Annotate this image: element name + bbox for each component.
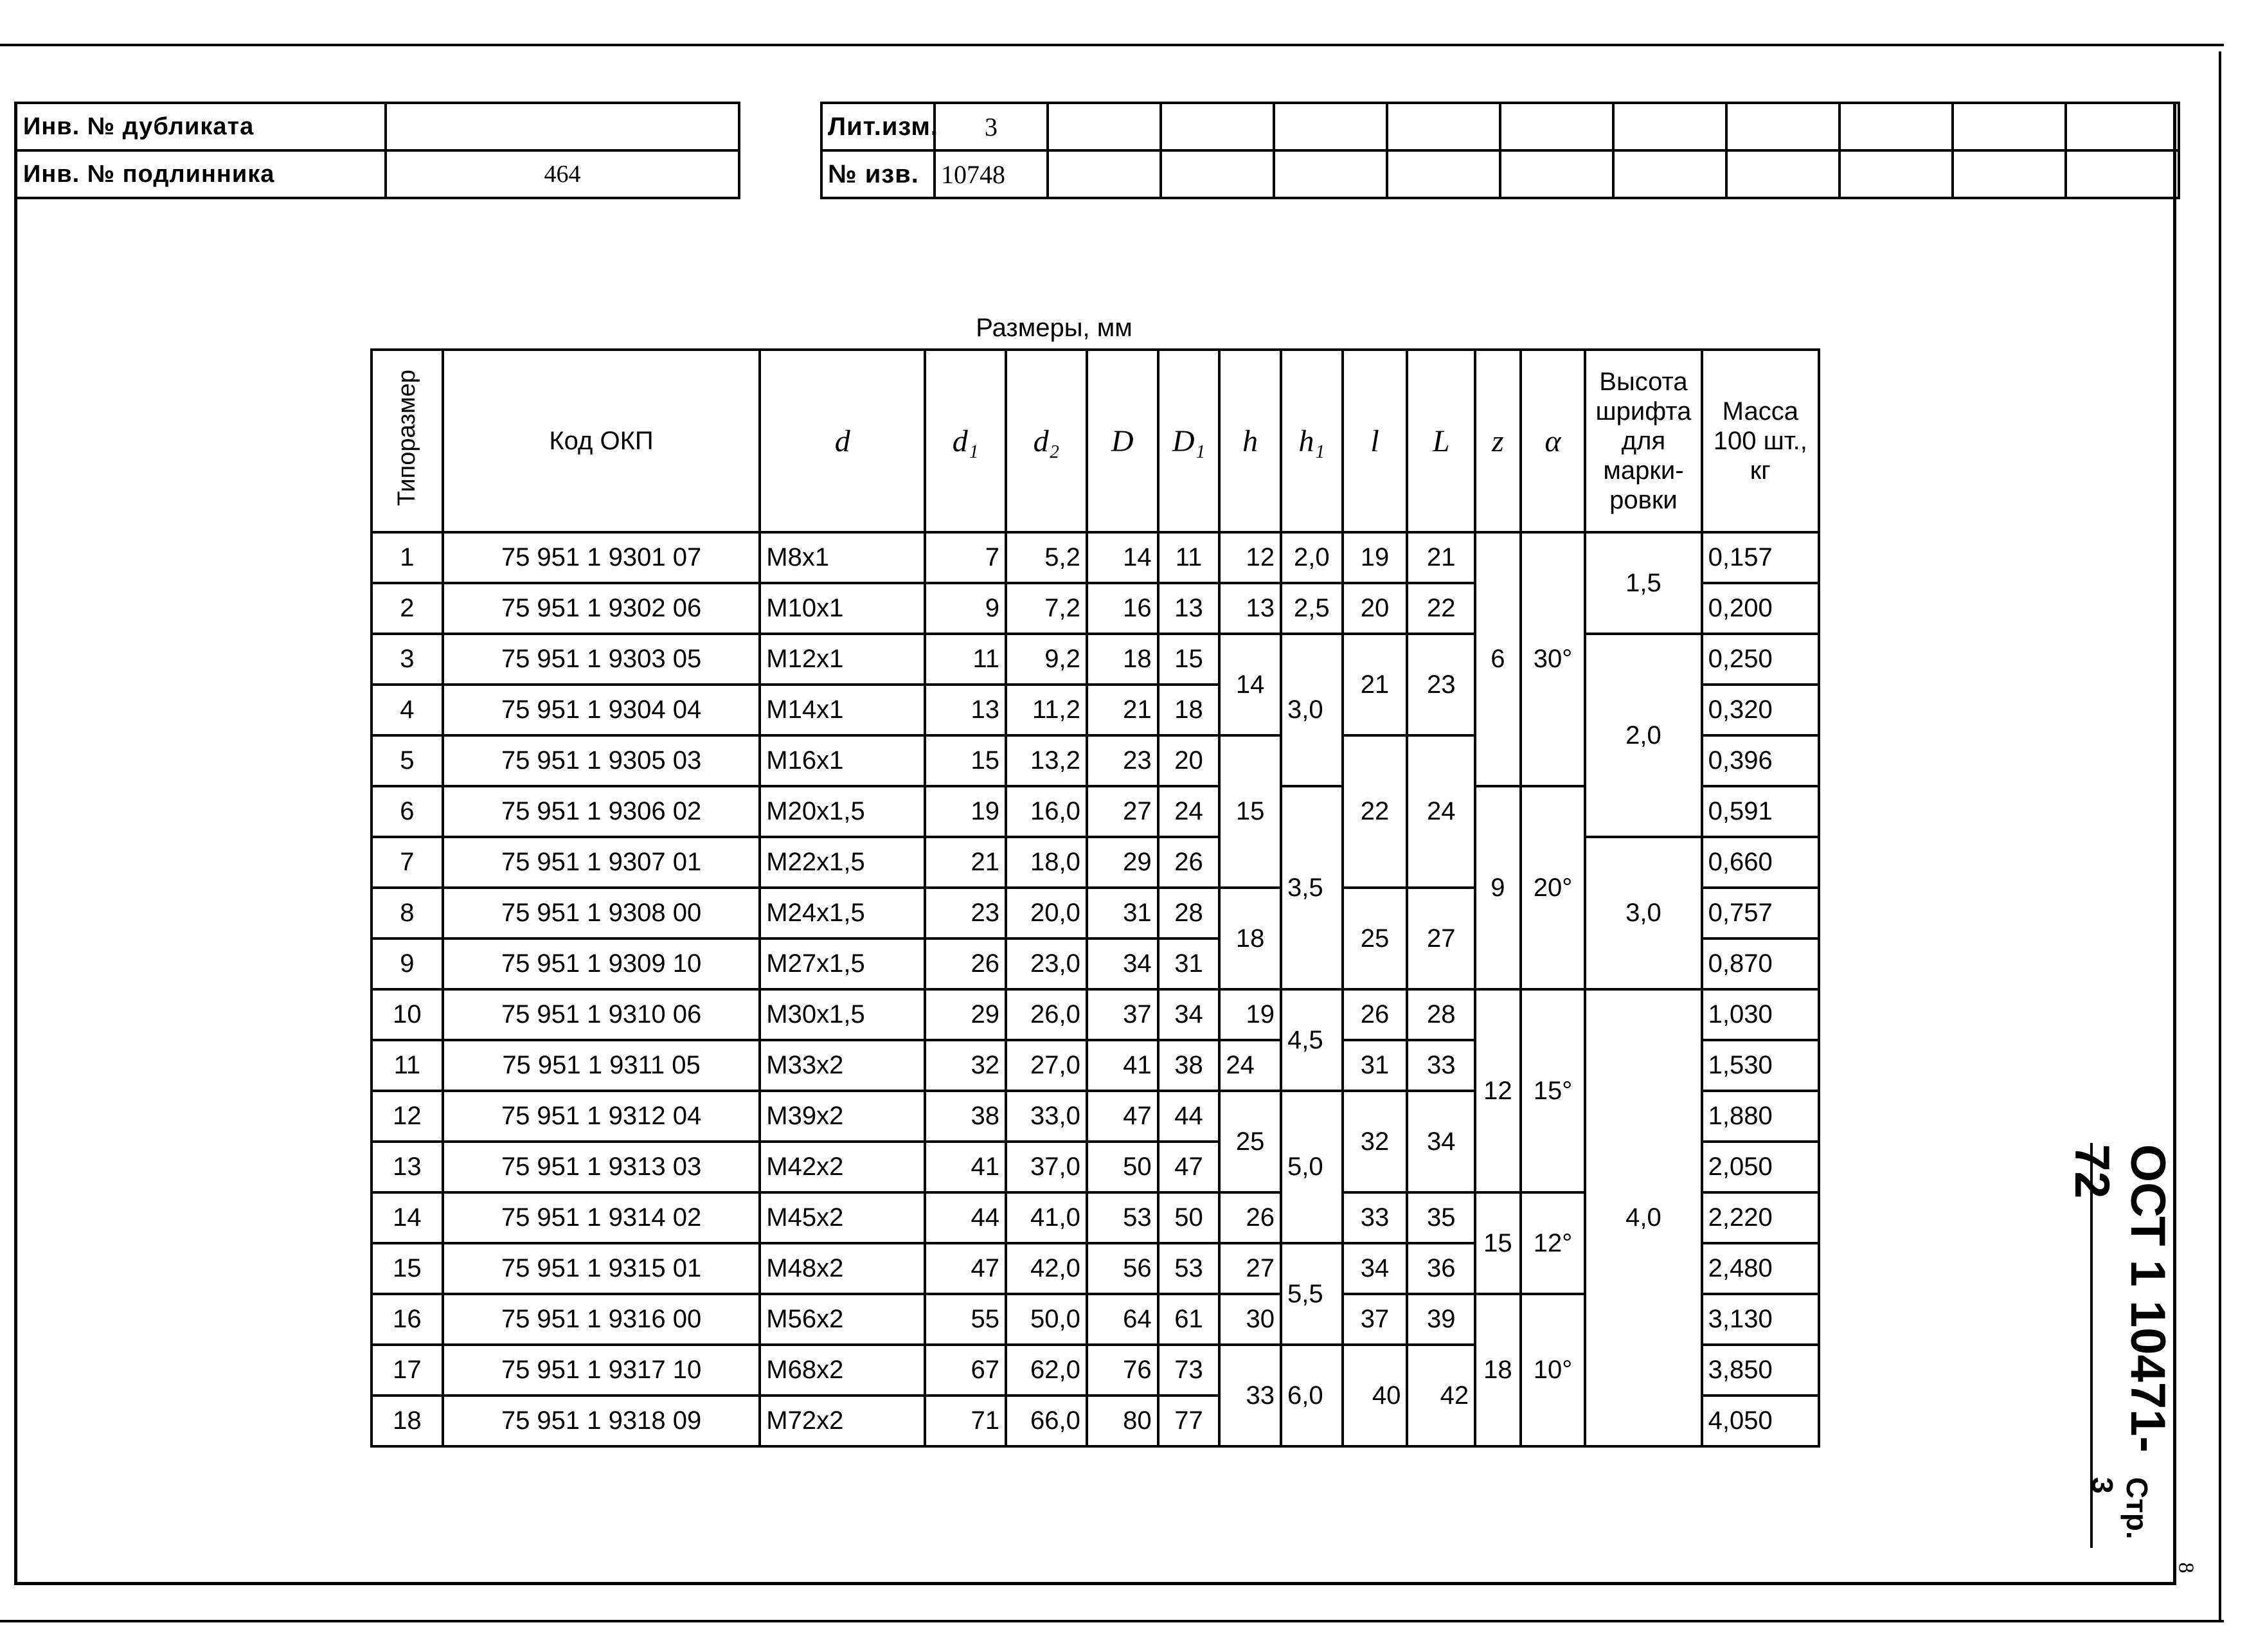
cell-L: 33: [1407, 1040, 1475, 1091]
cell-L: 23: [1407, 634, 1475, 735]
col-d1: d₁: [925, 350, 1006, 532]
cell-h: 33: [1219, 1345, 1281, 1446]
cell-d: M48x2: [760, 1243, 925, 1294]
cell-h: 30: [1219, 1294, 1281, 1345]
cell-D: 34: [1087, 938, 1158, 989]
cell-okp: 75 951 1 9307 01: [443, 837, 760, 888]
table-row: [372, 989, 1819, 1040]
cell-typesize: 5: [372, 735, 443, 786]
cell-typesize: 15: [372, 1243, 443, 1294]
cell-mass: 3,130: [1702, 1294, 1819, 1345]
cell-L: 24: [1407, 735, 1475, 888]
col-l: l: [1343, 350, 1408, 532]
cell-D1: 73: [1158, 1345, 1220, 1396]
cell-l: 31: [1343, 1040, 1408, 1091]
cell-d2: 11,2: [1006, 685, 1087, 735]
cell-d2: 27,0: [1006, 1040, 1087, 1091]
cell-mass: 1,530: [1702, 1040, 1819, 1091]
cell-d: M24x1,5: [760, 888, 925, 938]
cell-h: 14: [1219, 634, 1281, 735]
cell-d: M12x1: [760, 634, 925, 685]
col-mass: Масса 100 шт., кг: [1702, 350, 1819, 532]
cell-h: 25: [1219, 1091, 1281, 1192]
cell-h: 15: [1219, 735, 1281, 888]
col-d2: d₂: [1006, 350, 1087, 532]
cell-L: 22: [1407, 583, 1475, 634]
cell-mass: 0,591: [1702, 786, 1819, 837]
cell-D: 41: [1087, 1040, 1158, 1091]
cell-d1: 44: [925, 1192, 1006, 1243]
cell-h1: 3,5: [1281, 786, 1343, 989]
cell-d2: 41,0: [1006, 1192, 1087, 1243]
inventory-block: [14, 102, 740, 199]
cell-d2: 50,0: [1006, 1294, 1087, 1345]
cell-typesize: 13: [372, 1142, 443, 1192]
cell-D1: 28: [1158, 888, 1220, 938]
cell-d1: 41: [925, 1142, 1006, 1192]
col-font-height: Высота шрифта для марки-ровки: [1585, 350, 1701, 532]
cell-d: M20x1,5: [760, 786, 925, 837]
cell-d2: 42,0: [1006, 1243, 1087, 1294]
cell-D1: 13: [1158, 583, 1220, 634]
cell-h: 12: [1219, 532, 1281, 583]
cell-mass: 2,220: [1702, 1192, 1819, 1243]
cell-okp: 75 951 1 9316 00: [443, 1294, 760, 1345]
cell-d: M8x1: [760, 532, 925, 583]
cell-D1: 38: [1158, 1040, 1220, 1091]
cell-d: M33x2: [760, 1040, 925, 1091]
cell-d: M56x2: [760, 1294, 925, 1345]
cell-okp: 75 951 1 9311 05: [443, 1040, 760, 1091]
cell-h: 24: [1219, 1040, 1281, 1091]
cell-alpha: 10°: [1521, 1294, 1586, 1446]
col-h1: h₁: [1281, 350, 1343, 532]
table-caption: Размеры, мм: [976, 314, 1132, 342]
cell-D: 64: [1087, 1294, 1158, 1345]
cell-okp: 75 951 1 9303 05: [443, 634, 760, 685]
col-d: d: [760, 350, 925, 532]
col-alpha: α: [1521, 350, 1586, 532]
cell-h1: 2,0: [1281, 532, 1343, 583]
cell-h1: 6,0: [1281, 1345, 1343, 1446]
cell-okp: 75 951 1 9317 10: [443, 1345, 760, 1396]
cell-mass: 3,850: [1702, 1345, 1819, 1396]
inventory-duplicate-label: Инв. № дубликата: [15, 103, 386, 150]
cell-D1: 18: [1158, 685, 1220, 735]
cell-z: 6: [1475, 532, 1521, 786]
cell-l: 20: [1343, 583, 1408, 634]
cell-d: M45x2: [760, 1192, 925, 1243]
cell-typesize: 9: [372, 938, 443, 989]
cell-typesize: 1: [372, 532, 443, 583]
cell-okp: 75 951 1 9301 07: [443, 532, 760, 583]
cell-mass: 0,320: [1702, 685, 1819, 735]
col-h: h: [1219, 350, 1281, 532]
cell-d1: 23: [925, 888, 1006, 938]
revision-letter-value: 3: [935, 103, 1048, 150]
cell-mass: 0,250: [1702, 634, 1819, 685]
cell-l: 32: [1343, 1091, 1408, 1192]
cell-l: 22: [1343, 735, 1408, 888]
cell-h1: 3,0: [1281, 634, 1343, 786]
cell-typesize: 4: [372, 685, 443, 735]
table-row: [372, 532, 1819, 583]
cell-d1: 7: [925, 532, 1006, 583]
cell-d1: 21: [925, 837, 1006, 888]
cell-d1: 29: [925, 989, 1006, 1040]
inventory-duplicate-value: [386, 103, 739, 150]
cell-d2: 13,2: [1006, 735, 1087, 786]
cell-mass: 1,880: [1702, 1091, 1819, 1142]
cell-d: M42x2: [760, 1142, 925, 1192]
cell-d2: 26,0: [1006, 989, 1087, 1040]
cell-okp: 75 951 1 9302 06: [443, 583, 760, 634]
cell-L: 28: [1407, 989, 1475, 1040]
cell-D1: 20: [1158, 735, 1220, 786]
cell-okp: 75 951 1 9304 04: [443, 685, 760, 735]
cell-D: 56: [1087, 1243, 1158, 1294]
cell-L: 35: [1407, 1192, 1475, 1243]
cell-D1: 47: [1158, 1142, 1220, 1192]
cell-d2: 62,0: [1006, 1345, 1087, 1396]
cell-h1: 5,0: [1281, 1091, 1343, 1243]
cell-L: 34: [1407, 1091, 1475, 1192]
right-rule: [2219, 51, 2221, 1620]
revision-letter-label: Лит.изм.: [821, 103, 935, 150]
cell-D: 76: [1087, 1345, 1158, 1396]
cell-mass: 0,660: [1702, 837, 1819, 888]
cell-font-height: 4,0: [1585, 989, 1701, 1446]
document-code: ОСТ 1 10471-72: [2064, 1144, 2175, 1453]
cell-okp: 75 951 1 9318 09: [443, 1396, 760, 1446]
cell-mass: 4,050: [1702, 1396, 1819, 1446]
cell-d: M27x1,5: [760, 938, 925, 989]
cell-d1: 71: [925, 1396, 1006, 1446]
cell-h: 26: [1219, 1192, 1281, 1243]
inventory-original-value: 464: [386, 150, 739, 198]
cell-d: M10x1: [760, 583, 925, 634]
cell-D1: 31: [1158, 938, 1220, 989]
cell-typesize: 3: [372, 634, 443, 685]
cell-d: M16x1: [760, 735, 925, 786]
cell-okp: 75 951 1 9305 03: [443, 735, 760, 786]
cell-d2: 9,2: [1006, 634, 1087, 685]
cell-typesize: 18: [372, 1396, 443, 1446]
inventory-original-label: Инв. № подлинника: [15, 150, 386, 198]
cell-d1: 55: [925, 1294, 1006, 1345]
cell-d: M22x1,5: [760, 837, 925, 888]
cell-d2: 5,2: [1006, 532, 1087, 583]
col-L: L: [1407, 350, 1475, 532]
dimensions-table: [370, 348, 1820, 1448]
cell-d2: 16,0: [1006, 786, 1087, 837]
cell-okp: 75 951 1 9314 02: [443, 1192, 760, 1243]
cell-d: M14x1: [760, 685, 925, 735]
cell-mass: 0,870: [1702, 938, 1819, 989]
cell-d1: 47: [925, 1243, 1006, 1294]
cell-alpha: 30°: [1521, 532, 1586, 786]
table-header-row: [372, 350, 1819, 532]
cell-d1: 13: [925, 685, 1006, 735]
cell-d1: 11: [925, 634, 1006, 685]
table-row: [821, 103, 2179, 150]
col-D1: D₁: [1158, 350, 1220, 532]
cell-D: 27: [1087, 786, 1158, 837]
cell-okp: 75 951 1 9315 01: [443, 1243, 760, 1294]
cell-l: 40: [1343, 1345, 1408, 1446]
cell-l: 25: [1343, 888, 1408, 989]
revision-block: [820, 102, 2180, 199]
cell-alpha: 12°: [1521, 1192, 1586, 1294]
cell-h: 27: [1219, 1243, 1281, 1294]
cell-h: 13: [1219, 583, 1281, 634]
cell-l: 33: [1343, 1192, 1408, 1243]
cell-D: 21: [1087, 685, 1158, 735]
cell-okp: 75 951 1 9308 00: [443, 888, 760, 938]
table-row: [15, 103, 739, 150]
cell-d: M30x1,5: [760, 989, 925, 1040]
cell-d2: 23,0: [1006, 938, 1087, 989]
cell-L: 39: [1407, 1294, 1475, 1345]
cell-D1: 26: [1158, 837, 1220, 888]
cell-font-height: 2,0: [1585, 634, 1701, 837]
cell-D: 18: [1087, 634, 1158, 685]
cell-D: 31: [1087, 888, 1158, 938]
table-row: [821, 150, 2179, 198]
cell-mass: 0,157: [1702, 532, 1819, 583]
cell-mass: 1,030: [1702, 989, 1819, 1040]
cell-font-height: 3,0: [1585, 837, 1701, 989]
cell-z: 18: [1475, 1294, 1521, 1446]
cell-typesize: 17: [372, 1345, 443, 1396]
bottom-rule: [0, 1620, 2224, 1622]
col-okp: Код ОКП: [443, 350, 760, 532]
cell-alpha: 20°: [1521, 786, 1586, 989]
cell-d: M39x2: [760, 1091, 925, 1142]
cell-d1: 26: [925, 938, 1006, 989]
cell-alpha: 15°: [1521, 989, 1586, 1192]
cell-typesize: 11: [372, 1040, 443, 1091]
cell-D1: 61: [1158, 1294, 1220, 1345]
cell-d1: 15: [925, 735, 1006, 786]
page-reference: Стр. 3: [2086, 1477, 2154, 1540]
cell-mass: 0,200: [1702, 583, 1819, 634]
cell-L: 42: [1407, 1345, 1475, 1446]
cell-z: 9: [1475, 786, 1521, 989]
cell-D: 29: [1087, 837, 1158, 888]
notice-number-value: 10748: [935, 150, 1048, 198]
cell-D: 50: [1087, 1142, 1158, 1192]
cell-l: 34: [1343, 1243, 1408, 1294]
cell-d2: 37,0: [1006, 1142, 1087, 1192]
cell-d2: 33,0: [1006, 1091, 1087, 1142]
side-mark: 8: [2174, 1562, 2198, 1574]
cell-d1: 67: [925, 1345, 1006, 1396]
cell-typesize: 2: [372, 583, 443, 634]
cell-mass: 0,757: [1702, 888, 1819, 938]
cell-L: 21: [1407, 532, 1475, 583]
col-D: D: [1087, 350, 1158, 532]
cell-D1: 50: [1158, 1192, 1220, 1243]
cell-d2: 66,0: [1006, 1396, 1087, 1446]
cell-D: 53: [1087, 1192, 1158, 1243]
cell-D: 16: [1087, 583, 1158, 634]
cell-h1: 5,5: [1281, 1243, 1343, 1345]
col-typesize: Типоразмер: [372, 350, 443, 532]
cell-mass: 2,480: [1702, 1243, 1819, 1294]
cell-typesize: 10: [372, 989, 443, 1040]
cell-okp: 75 951 1 9312 04: [443, 1091, 760, 1142]
cell-D1: 77: [1158, 1396, 1220, 1446]
table-row: [372, 837, 1819, 888]
cell-d1: 32: [925, 1040, 1006, 1091]
cell-D: 37: [1087, 989, 1158, 1040]
cell-D1: 44: [1158, 1091, 1220, 1142]
col-z: z: [1475, 350, 1521, 532]
cell-okp: 75 951 1 9313 03: [443, 1142, 760, 1192]
cell-L: 27: [1407, 888, 1475, 989]
notice-number-label: № изв.: [821, 150, 935, 198]
cell-okp: 75 951 1 9306 02: [443, 786, 760, 837]
cell-D: 80: [1087, 1396, 1158, 1446]
table-row: [372, 634, 1819, 685]
cell-okp: 75 951 1 9310 06: [443, 989, 760, 1040]
cell-h: 19: [1219, 989, 1281, 1040]
cell-l: 26: [1343, 989, 1408, 1040]
cell-typesize: 14: [372, 1192, 443, 1243]
top-rule: [0, 44, 2224, 46]
cell-l: 37: [1343, 1294, 1408, 1345]
cell-typesize: 8: [372, 888, 443, 938]
cell-D: 23: [1087, 735, 1158, 786]
cell-d1: 19: [925, 786, 1006, 837]
cell-d2: 18,0: [1006, 837, 1087, 888]
cell-d2: 7,2: [1006, 583, 1087, 634]
cell-typesize: 6: [372, 786, 443, 837]
table-row: [15, 150, 739, 198]
cell-D: 47: [1087, 1091, 1158, 1142]
cell-z: 12: [1475, 989, 1521, 1192]
cell-font-height: 1,5: [1585, 532, 1701, 634]
cell-l: 19: [1343, 532, 1408, 583]
cell-d2: 20,0: [1006, 888, 1087, 938]
cell-D1: 34: [1158, 989, 1220, 1040]
cell-L: 36: [1407, 1243, 1475, 1294]
cell-l: 21: [1343, 634, 1408, 735]
cell-D1: 53: [1158, 1243, 1220, 1294]
cell-D1: 11: [1158, 532, 1220, 583]
cell-h: 18: [1219, 888, 1281, 989]
cell-okp: 75 951 1 9309 10: [443, 938, 760, 989]
cell-d1: 9: [925, 583, 1006, 634]
cell-D1: 24: [1158, 786, 1220, 837]
cell-typesize: 12: [372, 1091, 443, 1142]
cell-d1: 38: [925, 1091, 1006, 1142]
cell-z: 15: [1475, 1192, 1521, 1294]
cell-h1: 4,5: [1281, 989, 1343, 1091]
cell-typesize: 16: [372, 1294, 443, 1345]
document-designation: [2064, 1144, 2175, 1556]
cell-D1: 15: [1158, 634, 1220, 685]
cell-h1: 2,5: [1281, 583, 1343, 634]
cell-mass: 0,396: [1702, 735, 1819, 786]
cell-d: M72x2: [760, 1396, 925, 1446]
cell-d: M68x2: [760, 1345, 925, 1396]
cell-mass: 2,050: [1702, 1142, 1819, 1192]
cell-typesize: 7: [372, 837, 443, 888]
cell-D: 14: [1087, 532, 1158, 583]
